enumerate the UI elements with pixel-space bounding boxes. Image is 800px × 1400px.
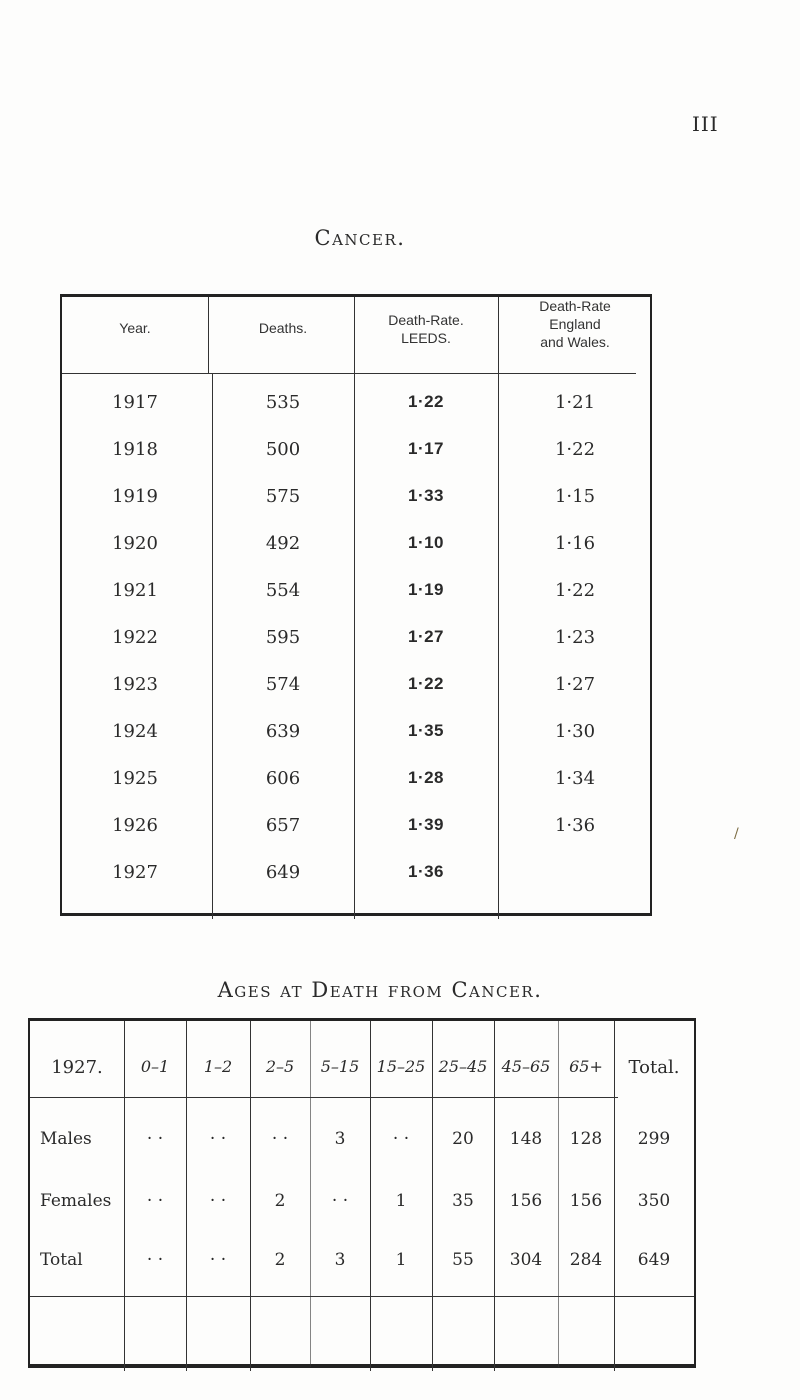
cell-year: 1927 (112, 862, 158, 883)
table-cell: · · (271, 1129, 289, 1149)
table-cell: 2 (274, 1250, 286, 1270)
table-cell: 1 (395, 1250, 407, 1270)
cell-rate-leeds: 1·10 (407, 533, 445, 552)
row-label-males: Males (40, 1129, 92, 1149)
table-cell: · · (209, 1129, 227, 1149)
header-age-group: 5–15 (320, 1057, 360, 1076)
table-cell: 649 (637, 1250, 671, 1270)
cell-deaths: 595 (265, 627, 301, 648)
table-cell: · · (392, 1129, 410, 1149)
cell-year: 1921 (112, 580, 158, 601)
table-cell: 3 (334, 1129, 346, 1149)
header-age-group: 0–1 (140, 1057, 170, 1076)
table-cell: 299 (637, 1129, 671, 1149)
cell-rate-england-wales: 1·30 (554, 721, 596, 742)
cancer-death-rate-table (60, 294, 652, 916)
cell-rate-leeds: 1·35 (407, 721, 445, 740)
header-age-total: Total. (628, 1057, 680, 1078)
cell-rate-leeds: 1·27 (407, 627, 445, 646)
cell-rate-england-wales: 1·22 (554, 439, 596, 460)
table-cell: · · (209, 1191, 227, 1211)
table-cell: 1 (395, 1191, 407, 1211)
pencil-mark: / (734, 826, 739, 842)
cell-deaths: 574 (265, 674, 301, 695)
table-cell: 284 (569, 1250, 603, 1270)
cell-rate-england-wales: 1·36 (554, 815, 596, 836)
cell-deaths: 535 (265, 392, 301, 413)
cell-rate-leeds: 1·22 (407, 674, 445, 693)
cell-year: 1924 (112, 721, 158, 742)
cell-deaths: 657 (265, 815, 301, 836)
cell-year: 1926 (112, 815, 158, 836)
header-death-rate-england-wales: Death-Rate England and Wales. (539, 298, 611, 350)
table-cell: · · (209, 1250, 227, 1270)
cell-rate-england-wales: 1·34 (554, 768, 596, 789)
cell-year: 1922 (112, 627, 158, 648)
cell-deaths: 554 (265, 580, 301, 601)
cell-rate-england-wales: 1·21 (554, 392, 596, 413)
table-cell: 156 (569, 1191, 603, 1211)
header-age-group: 65+ (569, 1057, 603, 1076)
cell-rate-leeds: 1·28 (407, 768, 445, 787)
cell-rate-england-wales: 1·23 (554, 627, 596, 648)
cell-rate-england-wales: 1·22 (554, 580, 596, 601)
cell-rate-leeds: 1·33 (407, 486, 445, 505)
ages-table-title: Ages at Death from Cancer. (217, 978, 543, 1002)
header-deaths: Deaths. (258, 320, 308, 336)
cell-rate-leeds: 1·19 (407, 580, 445, 599)
row-label-females: Females (40, 1191, 112, 1211)
table-cell: 35 (452, 1191, 474, 1211)
cell-rate-england-wales: 1·16 (554, 533, 596, 554)
cell-year: 1920 (112, 533, 158, 554)
header-year: Year. (119, 320, 151, 336)
table-cell: 20 (452, 1129, 474, 1149)
cell-rate-england-wales: 1·15 (554, 486, 596, 507)
ages-at-death-table (28, 1018, 696, 1368)
table-cell: 3 (334, 1250, 346, 1270)
table-cell: 148 (509, 1129, 543, 1149)
table-cell: 156 (509, 1191, 543, 1211)
table-cell: · · (146, 1129, 164, 1149)
cell-year: 1925 (112, 768, 158, 789)
header-age-group: 2–5 (265, 1057, 295, 1076)
cell-deaths: 639 (265, 721, 301, 742)
cell-rate-leeds: 1·22 (407, 392, 445, 411)
cell-rate-leeds: 1·36 (407, 862, 445, 881)
table-cell: 304 (509, 1250, 543, 1270)
table-cell: · · (146, 1250, 164, 1270)
header-age-group: 1–2 (203, 1057, 233, 1076)
header-age-group: 45–65 (501, 1057, 551, 1076)
table-cell: · · (146, 1191, 164, 1211)
table-cell: 350 (637, 1191, 671, 1211)
cancer-table-title: Cancer. (314, 226, 406, 250)
table-cell: 55 (452, 1250, 474, 1270)
page-number: III (692, 112, 719, 136)
cell-deaths: 575 (265, 486, 301, 507)
cell-year: 1919 (112, 486, 158, 507)
cell-deaths: 649 (265, 862, 301, 883)
header-year-1927: 1927. (51, 1057, 103, 1078)
header-death-rate-leeds: Death-Rate. LEEDS. (388, 312, 464, 346)
cell-year: 1918 (112, 439, 158, 460)
cell-deaths: 492 (265, 533, 301, 554)
cell-deaths: 606 (265, 768, 301, 789)
cell-year: 1917 (112, 392, 158, 413)
cell-rate-leeds: 1·39 (407, 815, 445, 834)
row-label-total: Total (40, 1250, 83, 1270)
table-cell: · · (331, 1191, 349, 1211)
cell-rate-england-wales: 1·27 (554, 674, 596, 695)
header-age-group: 25–45 (438, 1057, 488, 1076)
table-cell: 128 (569, 1129, 603, 1149)
cell-rate-leeds: 1·17 (407, 439, 445, 458)
cell-deaths: 500 (265, 439, 301, 460)
header-age-group: 15–25 (376, 1057, 426, 1076)
table-cell: 2 (274, 1191, 286, 1211)
cell-year: 1923 (112, 674, 158, 695)
